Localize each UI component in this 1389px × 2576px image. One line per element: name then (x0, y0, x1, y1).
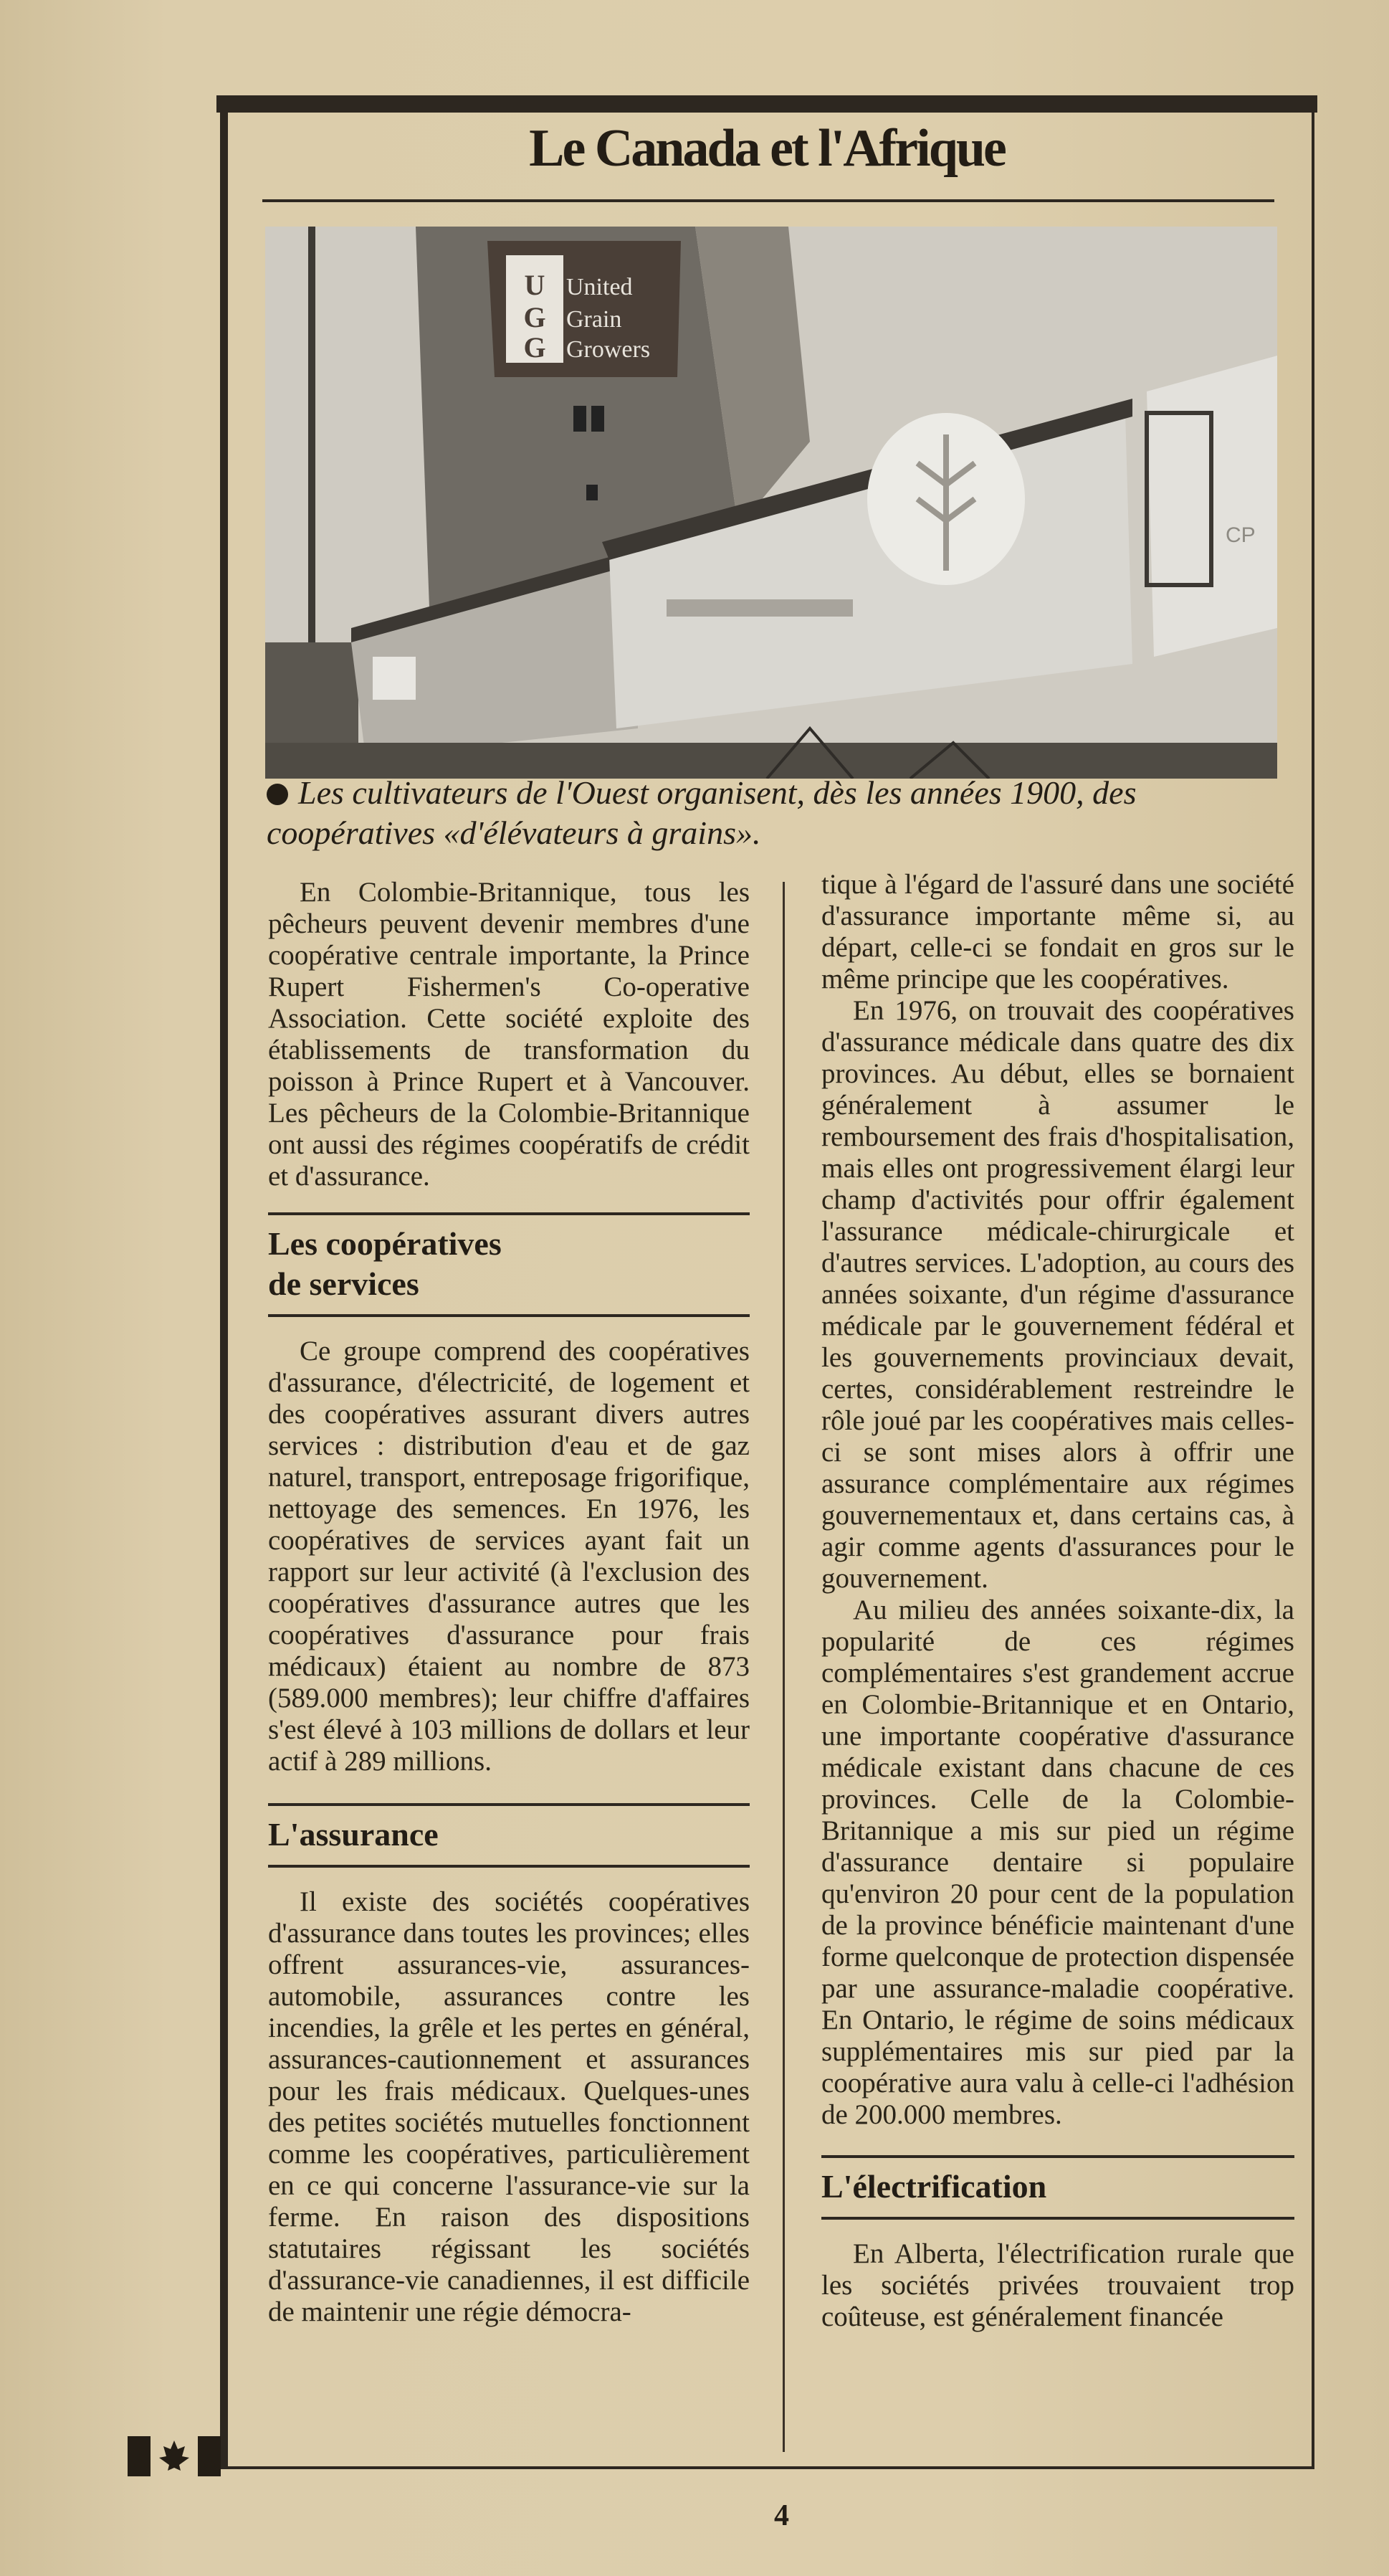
caption-bullet-icon (267, 784, 288, 805)
electrification-rule-top (821, 2155, 1294, 2158)
photo-caption: Les cultivateurs de l'Ouest organisent, dès les années 1900, des coopératives «d'élévateurs à grains». (267, 774, 1137, 851)
svg-text:Growers: Growers (566, 336, 651, 363)
intro-paragraph: En Colombie-Britannique, tous les pêcheurs peuvent devenir membres d'une coopérative centrale importante, la Prince Rupert Fishermen's Co-operative Association. Cette société exploite des établissements de transformation du poisson à Prince Rupert et à Vancouver. Les pêcheurs de la Colombie-Britannique ont aussi des régimes coopératifs de crédit et d'assurance. (268, 877, 750, 1192)
insurance-heading: L'assurance (268, 1816, 439, 1853)
united-grain-growers-sign (487, 241, 681, 377)
svg-text:United: United (566, 274, 633, 300)
svg-text:G: G (523, 331, 546, 363)
services-paragraph: Ce groupe comprend des coopératives d'assurance, d'électricité, de logement et des coopératives assurant divers autres services : distribution d'eau et de gaz naturel, transport, entreposage frigorifique, nettoyage des semences. En 1976, les coopératives de services ayant fait un rapport sur leur activité (à l'exclusion des coopératives d'assurance autres que les coopératives d'assurance pour frais médicaux) étaient au nombre de 873 (589.000 membres); leur chiffre d'affaires s'est élevé à 103 millions de dollars et leur actif à 289 millions. (268, 1336, 750, 1777)
svg-text:U: U (524, 269, 545, 301)
svg-text:CP: CP (1226, 523, 1256, 547)
left-column (268, 877, 750, 2328)
section-rule-top (268, 1212, 750, 1215)
insurance-rule-top (268, 1803, 750, 1806)
column-divider (783, 882, 785, 2452)
masthead-rule (262, 199, 1274, 202)
page-number: 4 (774, 2499, 789, 2532)
grain-elevator-photo (265, 227, 1277, 779)
electrification-rule-bottom (821, 2217, 1294, 2220)
right-column (821, 869, 1294, 2333)
continued-paragraph: tique à l'égard de l'assuré dans une société d'assurance importante même si, au départ, celle-ci se fondait en gros sur le même principe que les coopératives. (821, 869, 1294, 994)
svg-text:G: G (523, 301, 546, 333)
top-border-bar (216, 95, 1317, 113)
masthead-title: Le Canada et l'Afrique (529, 119, 1005, 178)
canada-flag-icon (128, 2436, 221, 2480)
hopper-car-rear (1147, 356, 1277, 657)
insurance-paragraph: Il existe des sociétés coopératives d'assurance dans toutes les provinces; elles offrent assurances-vie, assurances-automobile, assurances contre les incendies, la grêle et les pertes en général, assurances-cautionnement et assurances pour les frais médicaux. Quelques-unes des petites sociétés mutuelles fonctionnent comme les coopératives, particulièrement en ce qui concerne l'assurance-vie sur la ferme. En raison des dispositions statutaires régissant les sociétés d'assurance-vie canadiennes, il est difficile de maintenir une régie démocra- (268, 1886, 750, 2327)
svg-text:Grain: Grain (566, 306, 622, 333)
complementary-plans-paragraph: Au milieu des années soixante-dix, la popularité de ces régimes complémentaires s'est grandement accrue en Colombie-Britannique et en Ontario, une importante coopérative d'assurance médicale existant dans chacune de ces provinces. Celle de la Colombie-Britannique a mis sur pied un régime d'assurance dentaire si populaire qu'environ 20 pour cent de la population de la province bénéficie maintenant d'une forme quelconque de protection dispensée par une assurance-maladie coopérative. En Ontario, le régime de soins médicaux supplémentaires mis sur pied par la coopérative aura valu à celle-ci l'adhésion de 200.000 membres. (821, 1594, 1294, 2130)
insurance-rule-bottom (268, 1865, 750, 1868)
electrification-paragraph: En Alberta, l'électrification rurale que les sociétés privées trouvaient trop coûteuse, est généralement financée (821, 2238, 1294, 2332)
services-heading: Les coopératives de services (268, 1225, 502, 1302)
section-rule-bottom (268, 1314, 750, 1317)
electrification-heading: L'électrification (821, 2168, 1047, 2205)
medical-insurance-paragraph: En 1976, on trouvait des coopératives d'assurance médicale dans quatre des dix provinces. Au début, elles se bornaient généralement à assumer le remboursement des frais d'hospitalisation, mais elles ont progressivement élargi leur champ d'activités pour offrir également l'assurance médicale-chirurgicale et d'autres services. L'adoption, au cours des années soixante, d'un régime d'assurance médicale par le gouvernement fédéral et les gouvernements provinciaux devait, certes, considérablement restreindre le rôle joué par les coopératives mais celles-ci se sont mises alors à offrir une assurance complémentaire aux régimes gouvernementaux et, dans certains cas, à agir comme agents d'assurances pour le gouvernement. (821, 995, 1294, 1594)
